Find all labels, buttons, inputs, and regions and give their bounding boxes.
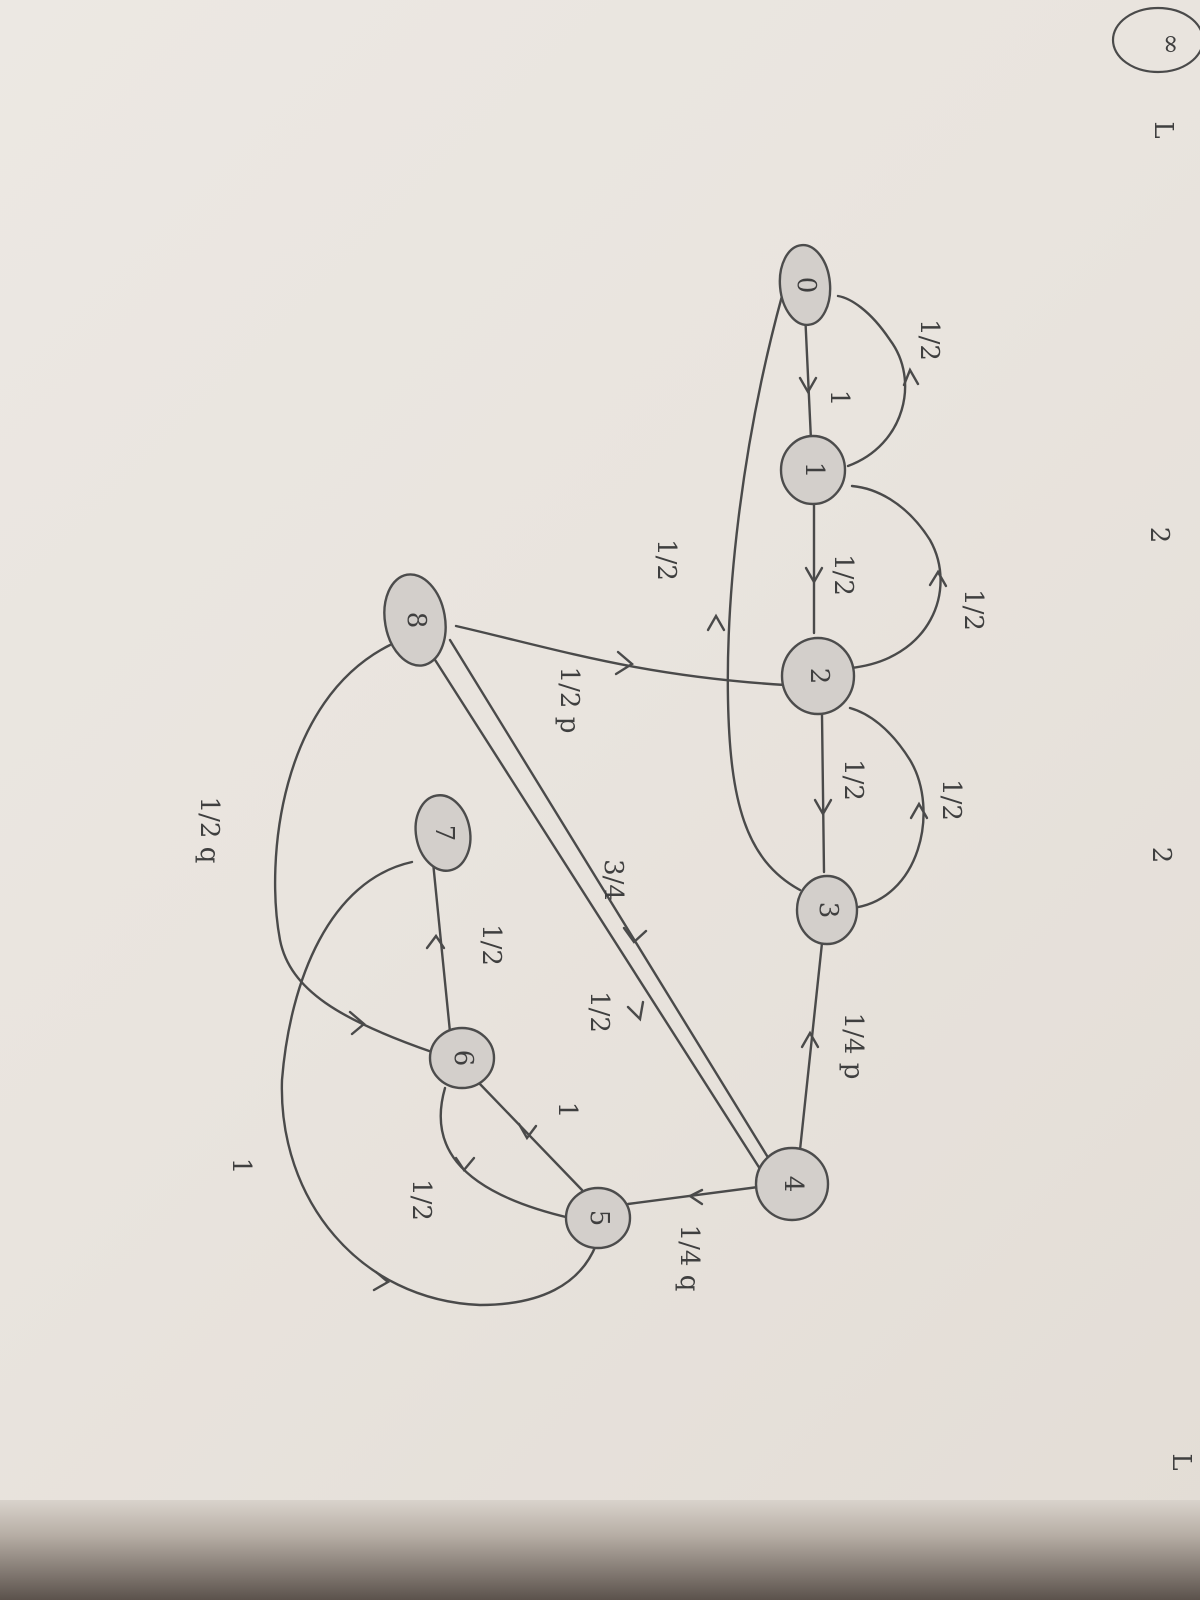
node-1-label: 1 (799, 461, 829, 479)
edge-label-8-4: 1/2 (584, 991, 614, 1033)
edge-0-1 (805, 312, 811, 440)
node-6 (430, 1028, 494, 1088)
node-4 (756, 1148, 828, 1220)
edge-label-6-7: 1/2 (476, 924, 506, 966)
node-0-label: 0 (791, 276, 821, 294)
margin-mark-l-top: L (1148, 121, 1178, 139)
node-0 (777, 243, 834, 327)
margin-mark-2-a: 2 (1144, 526, 1174, 544)
arrowhead-4-5 (690, 1190, 702, 1204)
edge-label-4-5: 1/4 q (674, 1224, 704, 1292)
edge-2-1 (850, 486, 941, 668)
edge-label-1-0: 1/2 (914, 319, 944, 361)
edge-label-8-6: 1/2 q (194, 796, 224, 864)
edge-6-7 (432, 852, 452, 1052)
edge-label-3-0: 1/2 (651, 539, 681, 581)
arrowhead-1-0 (904, 370, 918, 385)
node-2 (782, 638, 854, 714)
edge-3-0 (728, 296, 800, 890)
arrowhead-8-4 (628, 1002, 643, 1019)
edge-label-1-2: 1/2 (828, 554, 858, 596)
node-5 (566, 1188, 630, 1248)
node-8-label: 8 (401, 611, 431, 629)
edge-1-0 (838, 296, 905, 466)
node-7 (410, 791, 476, 875)
edge-label-0-1: 1 (824, 389, 854, 407)
arrowhead-7-5 (374, 1272, 388, 1290)
edge-label-8-2: 1/2 p (554, 666, 584, 734)
arrowhead-6-5 (456, 1158, 474, 1170)
margin-mark-infinity: ∞ (1156, 33, 1186, 55)
edge-label-7-5: 1 (226, 1157, 256, 1175)
edge-3-2 (850, 708, 924, 908)
node-1 (781, 436, 845, 504)
edge-label-4-8: 3/4 (598, 859, 628, 901)
node-2-label: 2 (804, 667, 834, 685)
arrowhead-2-1 (930, 572, 946, 586)
edge-label-3-2: 1/2 (936, 779, 966, 821)
node-3 (797, 876, 857, 944)
margin-mark-2-b: 2 (1146, 846, 1176, 864)
node-7-label: 7 (429, 824, 459, 842)
node-6-label: 6 (448, 1049, 478, 1067)
arrowhead-3-0 (708, 616, 724, 630)
edge-label-5-6: 1 (552, 1101, 582, 1119)
edge-5-6 (478, 1082, 582, 1190)
edge-label-2-3: 1/2 (838, 759, 868, 801)
node-5-label: 5 (584, 1209, 614, 1227)
arrowhead-8-6 (350, 1012, 364, 1034)
edge-label-4-3: 1/4 p (838, 1012, 868, 1080)
edge-label-2-1: 1/2 (958, 589, 988, 631)
nodes (377, 243, 857, 1248)
node-3-label: 3 (813, 901, 843, 919)
edge-labels (194, 319, 988, 1291)
node-4-label: 4 (778, 1175, 808, 1193)
edge-label-6-5: 1/2 (406, 1179, 436, 1221)
margin-mark-l-bottom: L (1166, 1453, 1196, 1471)
node-8 (377, 569, 452, 670)
edge-6-5 (441, 1088, 570, 1218)
edge-8-4 (430, 652, 762, 1172)
neighbour-page-marks (1113, 8, 1200, 1471)
arrowhead-5-6 (519, 1124, 536, 1138)
edge-2-3 (822, 715, 824, 872)
edge-4-8 (450, 640, 772, 1164)
